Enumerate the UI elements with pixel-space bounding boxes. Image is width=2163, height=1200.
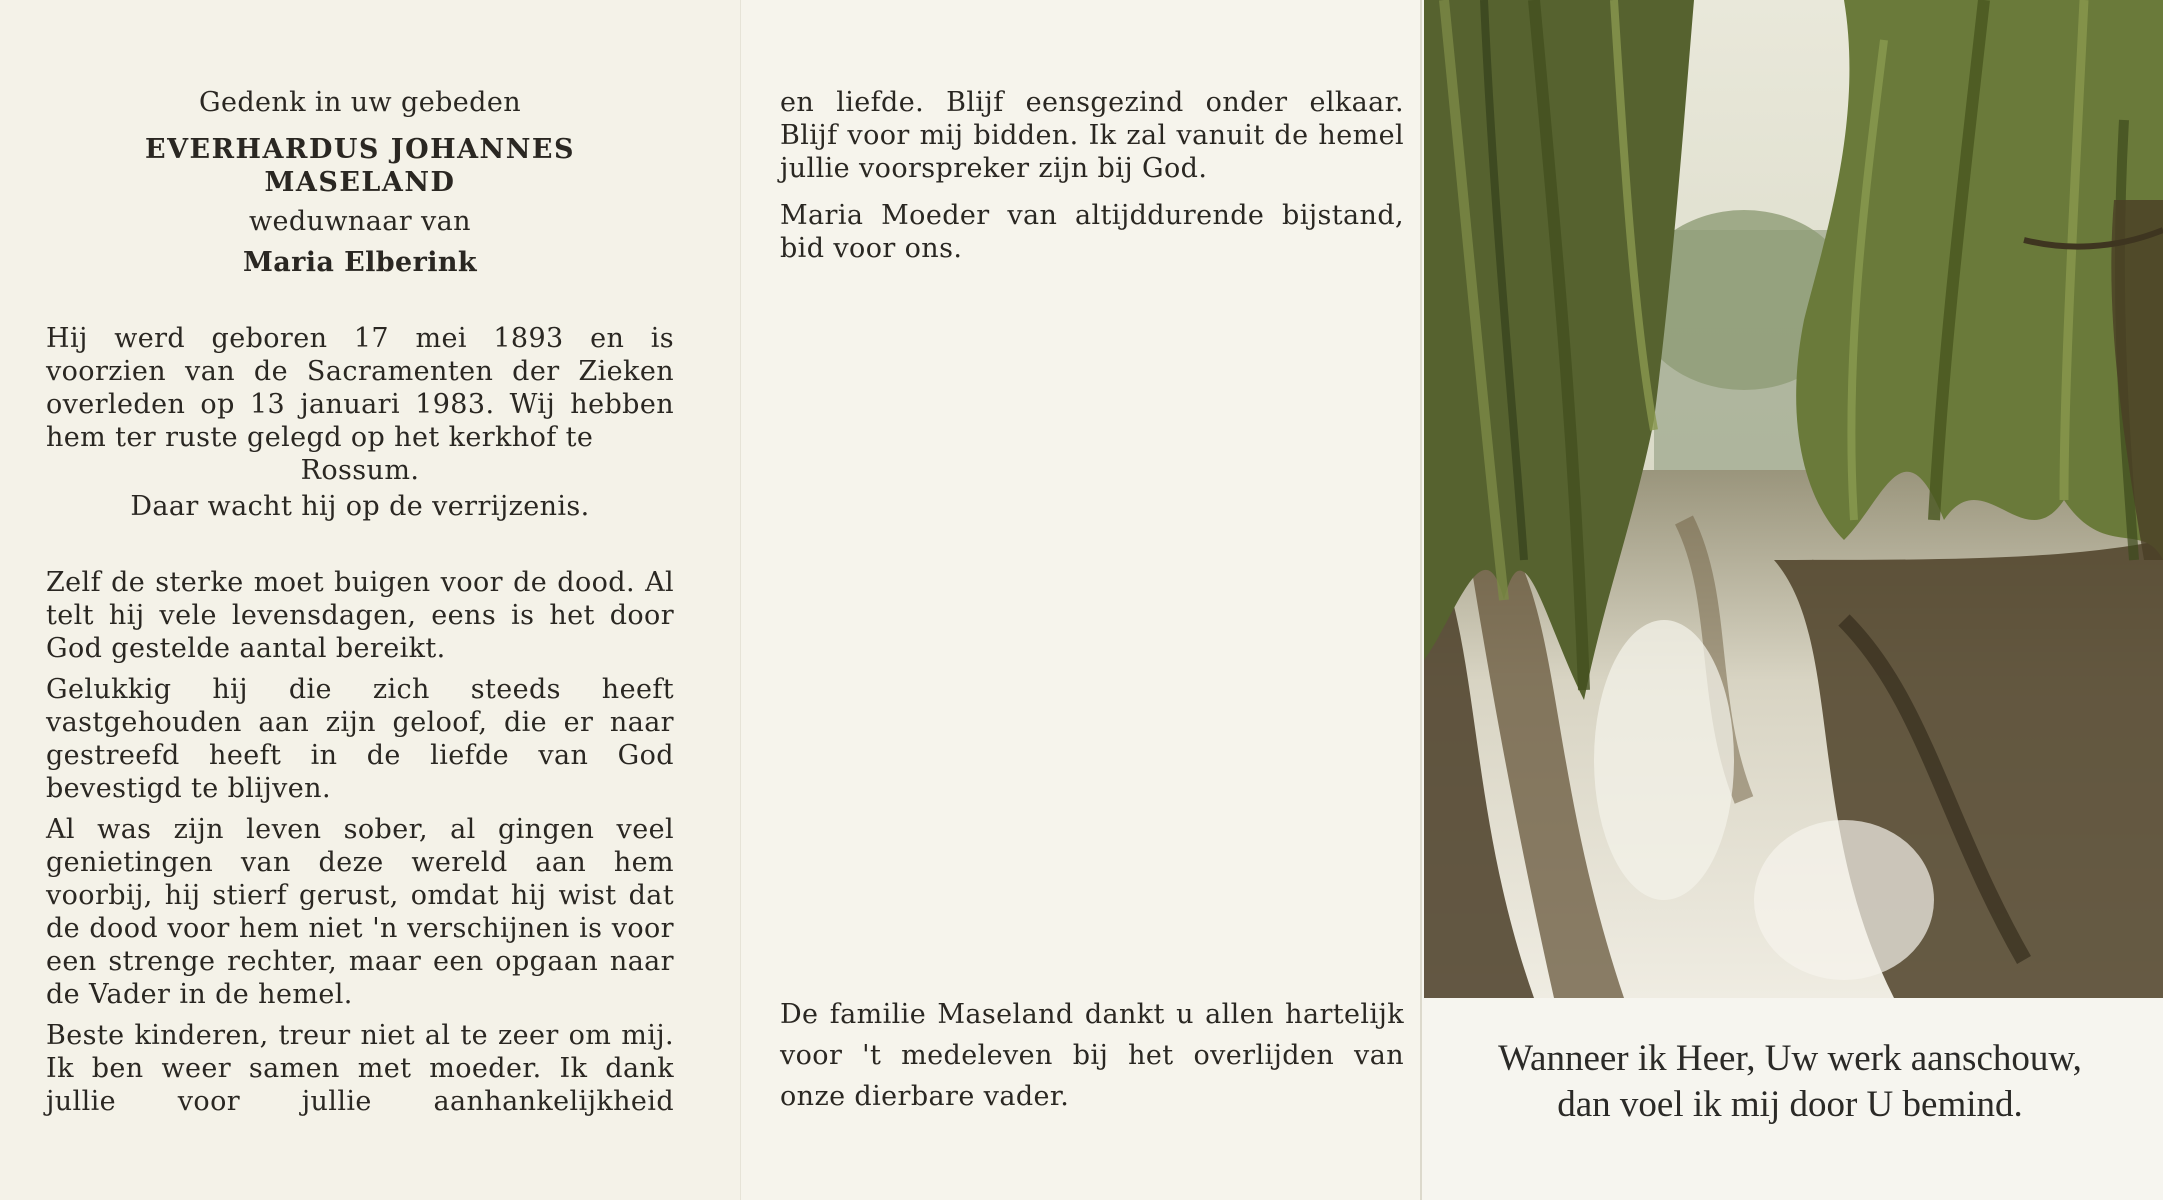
verse-line1: Wanneer ik Heer, Uw werk aanschouw, bbox=[1498, 1038, 2082, 1079]
meditation-paragraph: Al was zijn leven sober, al gingen veel genietingen van deze wereld aan hem voorbij, hij stierf gerust, omdat hij wist dat de dood voor hem niet 'n verschijnen is voor een strenge rechter, maar een opgaan naar de Vader in de hemel. bbox=[46, 814, 674, 1010]
meditation-paragraph: Gelukkig hij die zich steeds heeft vastgehouden aan zijn geloof, die er naar gestreefd heeft in de liefde van God bevestigd te blijven. bbox=[46, 674, 674, 804]
continuation-text bbox=[780, 86, 1404, 279]
relation-label: weduwnaar van bbox=[249, 206, 471, 237]
deceased-name-line1: EVERHARDUS JOHANNES bbox=[145, 134, 575, 165]
deceased-name-line2: MASELAND bbox=[264, 167, 456, 198]
verse bbox=[1430, 1036, 2150, 1128]
meditation-paragraph: Beste kinderen, treur niet al te zeer om mij. Ik ben weer samen met moeder. Ik dank jullie voor jullie aanhankelijkheid bbox=[46, 1020, 674, 1117]
willow-pond-image bbox=[1424, 0, 2163, 998]
verse-line2: dan voel ik mij door U bemind. bbox=[1557, 1084, 2023, 1125]
remember-line: Gedenk in uw gebeden bbox=[198, 87, 521, 118]
meditation-text bbox=[46, 566, 674, 1126]
card-heading bbox=[40, 86, 680, 279]
continuation-paragraph: en liefde. Blijf eensgezind onder elkaar. Blijf voor mij bidden. Ik zal vanuit de hemel jullie voorspreker zijn bij God. bbox=[780, 87, 1404, 184]
prayer-paragraph: Maria Moeder van altijddurende bijstand, bid voor ons. bbox=[780, 200, 1404, 264]
family-thanks: De familie Maseland dankt u allen hartelijk voor 't medeleven bij het overlijden van onze dierbare vader. bbox=[780, 999, 1404, 1112]
burial-place: Rossum. bbox=[300, 455, 420, 486]
biography bbox=[46, 322, 674, 487]
willow-pond-photo bbox=[1424, 0, 2163, 998]
biography-text: Hij werd geboren 17 mei 1893 en is voorzien van de Sacramenten der Zieken overleden op 13 januari 1983. Wij hebben hem ter ruste gelegd op het kerkhof te bbox=[46, 323, 674, 453]
spouse-name: Maria Elberink bbox=[242, 247, 478, 278]
resurrection-line: Daar wacht hij op de verrijzenis. bbox=[130, 491, 590, 522]
meditation-paragraph: Zelf de sterke moet buigen voor de dood. Al telt hij vele levensdagen, eens is het door God gestelde aantal bereikt. bbox=[46, 567, 674, 664]
